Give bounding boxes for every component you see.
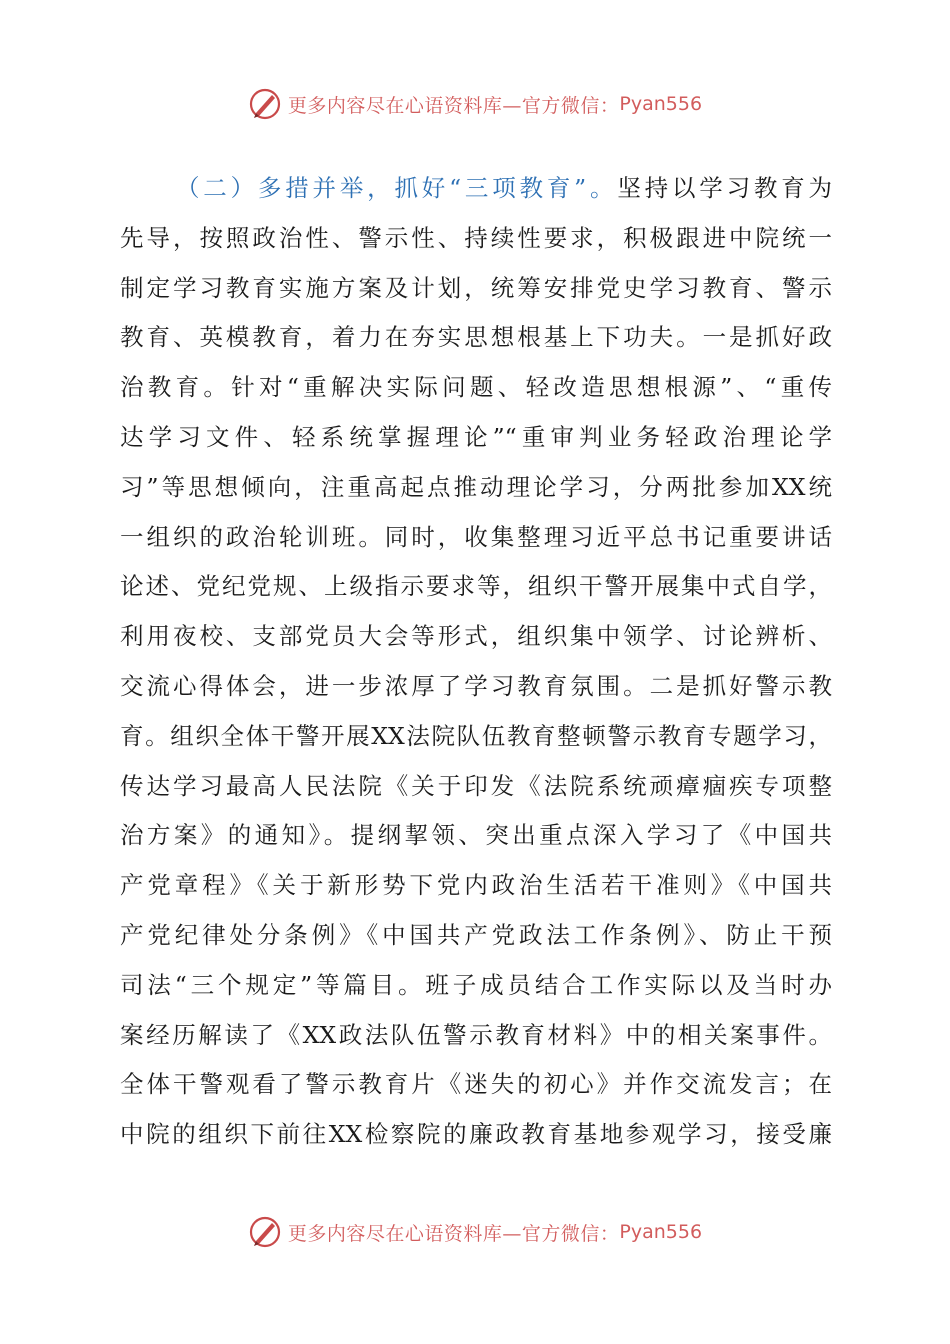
- paragraph-first-line: [120, 164, 832, 214]
- section-heading: （二）多措并举，抓好“三项教育”。: [176, 174, 618, 202]
- footer-banner: [0, 1212, 950, 1252]
- text-line: 中院的组织下前往XX检察院的廉政教育基地参观学习，接受廉: [120, 1120, 832, 1149]
- banner-text: 更多内容尽在心语资料库—官方微信：: [287, 1222, 620, 1245]
- text-line: 全体干警观看了警示教育片《迷失的初心》并作交流发言；在: [120, 1070, 832, 1099]
- text-line: 司法“三个规定”等篇目。班子成员结合工作实际以及当时办: [120, 970, 832, 999]
- text-line: 制定学习教育实施方案及计划，统筹安排党史学习教育、警示: [120, 273, 832, 302]
- pen-logo-icon: [248, 1215, 282, 1249]
- text-line: 治方案》的通知》。提纲挈领、突出重点深入学习了《中国共: [120, 821, 832, 850]
- document-body: [120, 164, 832, 1160]
- first-line-text: 坚持以学习教育为: [617, 174, 832, 202]
- text-line: 一组织的政治轮训班。同时，收集整理习近平总书记重要讲话: [120, 522, 832, 551]
- banner-handle: Pyan556: [619, 93, 703, 115]
- text-line: 先导，按照政治性、警示性、持续性要求，积极跟进中院统一: [120, 223, 832, 252]
- text-line: 育。组织全体干警开展XX法院队伍教育整顿警示教育专题学习，: [120, 721, 832, 750]
- text-line: 教育、英模教育，着力在夯实思想根基上下功夫。一是抓好政: [120, 323, 832, 352]
- text-line: 传达学习最高人民法院《关于印发《法院系统顽瘴痼疾专项整: [120, 771, 832, 800]
- text-line: 案经历解读了《XX政法队伍警示教育材料》中的相关案事件。: [120, 1020, 832, 1049]
- text-line: 产党章程》《关于新形势下党内政治生活若干准则》《中国共: [120, 871, 832, 900]
- pen-logo-icon: [248, 87, 282, 121]
- text-line: 交流心得体会，进一步浓厚了学习教育氛围。二是抓好警示教: [120, 671, 832, 700]
- text-line: 治教育。针对“重解决实际问题、轻改造思想根源”、“重传: [120, 373, 832, 402]
- text-line: 产党纪律处分条例》《中国共产党政法工作条例》、防止干预: [120, 920, 832, 949]
- text-line: 利用夜校、支部党员大会等形式，组织集中领学、讨论辨析、: [120, 622, 832, 651]
- text-line: 论述、党纪党规、上级指示要求等，组织干警开展集中式自学，: [120, 572, 832, 601]
- header-banner: [0, 84, 950, 124]
- text-line: 习”等思想倾向，注重高起点推动理论学习，分两批参加XX统: [120, 472, 832, 501]
- text-line: 达学习文件、轻系统掌握理论”“重审判业务轻政治理论学: [120, 422, 832, 451]
- banner-text: 更多内容尽在心语资料库—官方微信：: [287, 94, 620, 117]
- banner-handle: Pyan556: [619, 1221, 703, 1243]
